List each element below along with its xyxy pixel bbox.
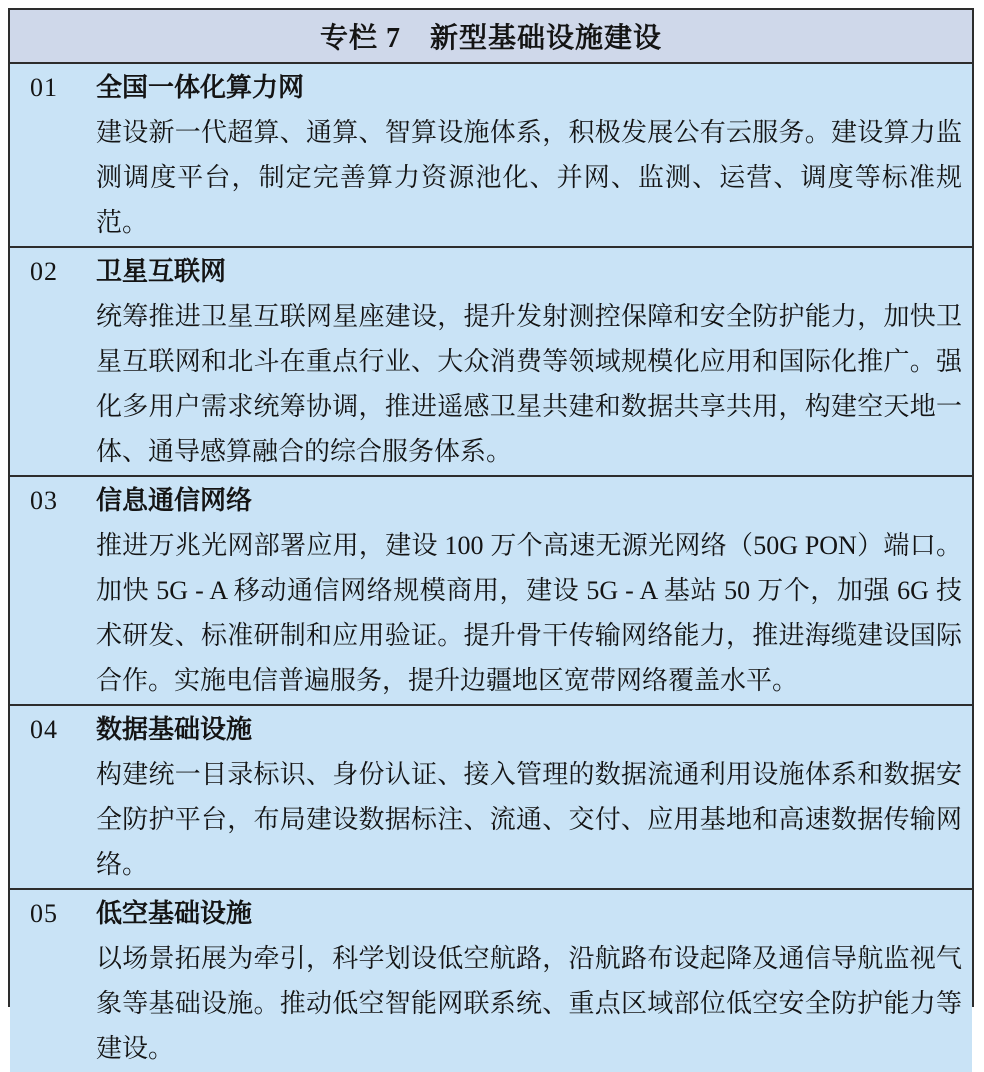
item-number: 01 xyxy=(30,73,58,102)
item-number: 05 xyxy=(30,899,58,928)
item-body: 以场景拓展为牵引，科学划设低空航路，沿航路布设起降及通信导航监视气象等基础设施。推动低空智能网联系统、重点区域部位低空安全防护能力等建设。 xyxy=(96,944,962,1063)
box-item-01 xyxy=(10,64,972,246)
item-content xyxy=(96,707,962,887)
item-content xyxy=(96,65,962,245)
box-title: 专栏 7 新型基础设施建设 xyxy=(319,23,662,54)
item-body: 建设新一代超算、通算、智算设施体系，积极发展公有云服务。建设算力监测调度平台，制定完善算力资源池化、并网、监测、运营、调度等标准规范。 xyxy=(96,118,962,237)
item-content xyxy=(96,478,962,703)
item-body: 构建统一目录标识、身份认证、接入管理的数据流通利用设施体系和数据安全防护平台，布局建设数据标注、流通、交付、应用基地和高速数据传输网络。 xyxy=(96,760,962,879)
box-item-04 xyxy=(10,704,972,888)
item-heading: 全国一体化算力网 xyxy=(96,73,305,102)
item-body: 推进万兆光网部署应用，建设 100 万个高速无源光网络（50G PON）端口。加快 5G - A 移动通信网络规模商用，建设 5G - A 基站 50 万个，加强 6G 技术研发、标准研制和应用验证。提升骨干传输网络能力，推进海缆建设国际合作。实施电信普遍服务，提升边疆地区宽带网络覆盖水平。 xyxy=(96,531,962,695)
box-item-02 xyxy=(10,246,972,475)
box-header xyxy=(10,10,972,64)
policy-box xyxy=(8,8,974,1063)
item-body: 统筹推进卫星互联网星座建设，提升发射测控保障和安全防护能力，加快卫星互联网和北斗在重点行业、大众消费等领域规模化应用和国际化推广。强化多用户需求统筹协调，推进遥感卫星共建和数据共享共用，构建空天地一体、通导感算融合的综合服务体系。 xyxy=(96,302,962,466)
item-number: 04 xyxy=(30,715,58,744)
item-content xyxy=(96,891,962,1071)
item-heading: 卫星互联网 xyxy=(96,257,227,286)
item-heading: 低空基础设施 xyxy=(96,899,253,928)
item-heading: 数据基础设施 xyxy=(96,715,253,744)
item-content xyxy=(96,249,962,474)
box-item-03 xyxy=(10,475,972,704)
item-number: 03 xyxy=(30,486,58,515)
box-item-05 xyxy=(10,888,972,1072)
item-number: 02 xyxy=(30,257,58,286)
item-heading: 信息通信网络 xyxy=(96,486,253,515)
